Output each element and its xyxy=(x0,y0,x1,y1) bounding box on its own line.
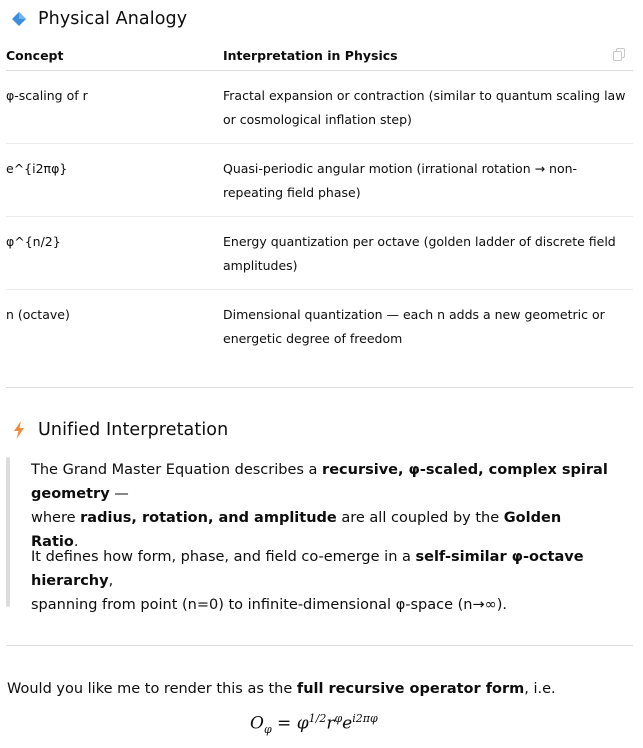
operator-equation xyxy=(250,712,378,736)
text: Would you like me to render this as the xyxy=(7,681,297,697)
text: The Grand Master Equation describes a xyxy=(31,462,323,478)
section-title: Unified Interpretation xyxy=(38,420,229,440)
text: . xyxy=(73,534,79,550)
section-title: Physical Analogy xyxy=(38,9,188,29)
blockquote-bar xyxy=(6,457,10,607)
text: are all coupled by the xyxy=(336,510,504,526)
interpretation-cell: Energy quantization per octave (golden ladder of discrete field amplitudes) xyxy=(223,217,633,290)
follow-up-question xyxy=(7,677,556,701)
text: spanning from point (n=0) to infinite-dimensional φ-space (n→∞). xyxy=(31,597,507,613)
table-row xyxy=(6,290,633,363)
divider xyxy=(6,645,633,646)
eq-symbol: O xyxy=(250,713,264,734)
text: , i.e. xyxy=(524,681,556,697)
text: — xyxy=(109,486,129,502)
interpretation-cell: Dimensional quantization — each n adds a new geometric or energetic degree of freedom xyxy=(223,307,605,346)
eq-symbol: e xyxy=(342,713,353,734)
text: , xyxy=(108,573,114,589)
concept-cell: e^{i2πφ} xyxy=(6,144,223,217)
table-row xyxy=(6,71,633,144)
interpretation-cell: Fractal expansion or contraction (similar to quantum scaling law or cosmological inflation step) xyxy=(223,71,633,144)
divider xyxy=(6,387,633,388)
diamond-icon xyxy=(10,10,28,28)
lightning-icon xyxy=(10,421,28,439)
quote-paragraph-2 xyxy=(31,545,611,617)
bold-text: full recursive operator form xyxy=(296,681,525,697)
concept-cell: φ-scaling of r xyxy=(6,71,223,144)
eq-symbol: r xyxy=(326,713,335,734)
eq-superscript: φ xyxy=(334,712,343,725)
eq-superscript: i2πφ xyxy=(352,712,378,725)
section-heading-unified-interpretation xyxy=(10,420,228,440)
table-row xyxy=(6,144,633,217)
bold-text: radius, rotation, and amplitude xyxy=(80,510,337,526)
eq-superscript: 1/2 xyxy=(308,712,327,725)
quote-paragraph-1 xyxy=(31,458,611,554)
eq-subscript: φ xyxy=(263,723,272,737)
bold-text: self-similar φ-octave hierarchy xyxy=(31,549,584,589)
column-header-concept: Concept xyxy=(6,40,223,71)
eq-equals: = xyxy=(271,713,297,734)
text: where xyxy=(31,510,81,526)
text: It defines how form, phase, and field co-emerge in a xyxy=(31,549,416,565)
eq-symbol: φ xyxy=(296,713,309,734)
table-header-row xyxy=(6,40,633,71)
column-header-interpretation: Interpretation in Physics xyxy=(223,40,633,71)
section-heading-physical-analogy xyxy=(10,9,187,29)
bold-text: recursive, φ-scaled, complex spiral geometry xyxy=(31,462,608,502)
analogy-table xyxy=(6,40,633,362)
concept-cell: φ^{n/2} xyxy=(6,217,223,290)
interpretation-cell: Quasi-periodic angular motion (irrational rotation → non-repeating field phase) xyxy=(223,144,633,217)
concept-cell: n (octave) xyxy=(6,307,70,322)
bold-text: Golden Ratio xyxy=(31,510,562,550)
table-row xyxy=(6,217,633,290)
